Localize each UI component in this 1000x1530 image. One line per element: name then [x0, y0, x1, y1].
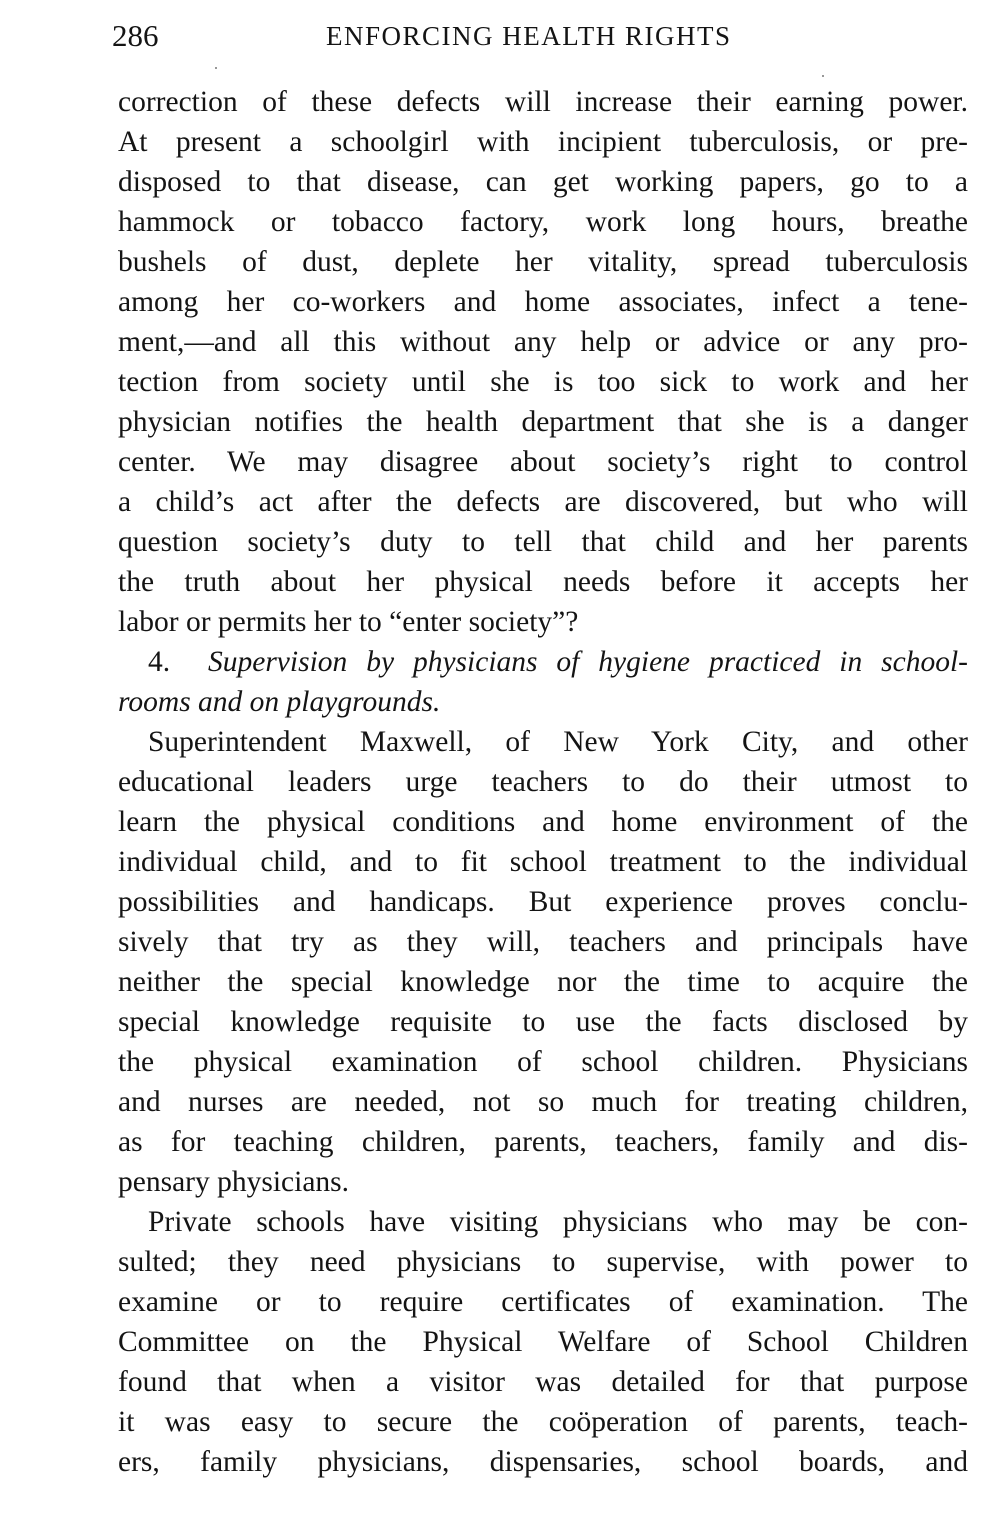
text-line: a child’s act after the defects are discovered, but who will: [118, 486, 968, 518]
print-speck: [822, 75, 824, 77]
text-line: pensary physicians.: [118, 1166, 350, 1198]
text-line: among her co-workers and home associates, infect a tene-: [118, 286, 968, 318]
body-text: [118, 82, 968, 1482]
text-line: as for teaching children, parents, teachers, family and dis-: [118, 1126, 968, 1158]
text-line: and nurses are needed, not so much for treating children,: [118, 1086, 968, 1118]
text-line: educational leaders urge teachers to do their utmost to: [118, 766, 968, 798]
text-line: ers, family physicians, dispensaries, school boards, and: [118, 1446, 968, 1478]
text-line: sively that try as they will, teachers and principals have: [118, 926, 968, 958]
text-line: Private schools have visiting physicians who may be con-: [148, 1206, 968, 1238]
print-speck: [215, 67, 217, 69]
running-title: ENFORCING HEALTH RIGHTS: [326, 21, 732, 51]
text-line: disposed to that disease, can get working papers, go to a: [118, 166, 968, 198]
text-line: Superintendent Maxwell, of New York City, and other: [148, 726, 968, 758]
text-line: neither the special knowledge nor the time to acquire the: [118, 966, 968, 998]
heading-line: rooms and on playgrounds.: [118, 686, 441, 718]
text-line: special knowledge requisite to use the facts disclosed by: [118, 1006, 968, 1038]
paragraph-maxwell: [118, 722, 968, 1202]
text-line: bushels of dust, deplete her vitality, spread tuberculosis: [118, 246, 968, 278]
heading-text: Supervision by physicians of hygiene practiced in school-: [207, 646, 968, 678]
text-line: ment,—and all this without any help or advice or any pro-: [118, 326, 968, 358]
running-head: [112, 14, 972, 58]
text-line: the truth about her physical needs before it accepts her: [118, 566, 968, 598]
text-line: the physical examination of school children. Physicians: [118, 1046, 968, 1078]
text-line: possibilities and handicaps. But experience proves conclu-: [118, 886, 968, 918]
text-line: hammock or tobacco factory, work long hours, breathe: [118, 206, 968, 238]
text-line: sulted; they need physicians to supervise, with power to: [118, 1246, 968, 1278]
section-heading-item-4: [118, 642, 968, 722]
text-line: physician notifies the health department that she is a danger: [118, 406, 968, 438]
paragraph-continuation: [118, 82, 968, 642]
text-line: it was easy to secure the coöperation of parents, teach-: [118, 1406, 968, 1438]
text-line: At present a schoolgirl with incipient tuberculosis, or pre-: [118, 126, 968, 158]
text-line: individual child, and to fit school treatment to the individual: [118, 846, 968, 878]
paragraph-private-schools: [118, 1202, 968, 1482]
text-line: learn the physical conditions and home environment of the: [118, 806, 968, 838]
text-line: found that when a visitor was detailed for that purpose: [118, 1366, 968, 1398]
text-line: question society’s duty to tell that child and her parents: [118, 526, 968, 558]
text-line: examine or to require certificates of examination. The: [118, 1286, 968, 1318]
text-line: Committee on the Physical Welfare of School Children: [118, 1326, 968, 1358]
text-line: tection from society until she is too sick to work and her: [118, 366, 968, 398]
item-number: 4.: [148, 646, 171, 678]
text-line: correction of these defects will increase their earning power.: [118, 86, 968, 118]
text-line: center. We may disagree about society’s right to control: [118, 446, 968, 478]
text-line: labor or permits her to “enter society”?: [118, 606, 579, 638]
heading-line: [118, 642, 968, 682]
page-number: 286: [112, 18, 159, 53]
